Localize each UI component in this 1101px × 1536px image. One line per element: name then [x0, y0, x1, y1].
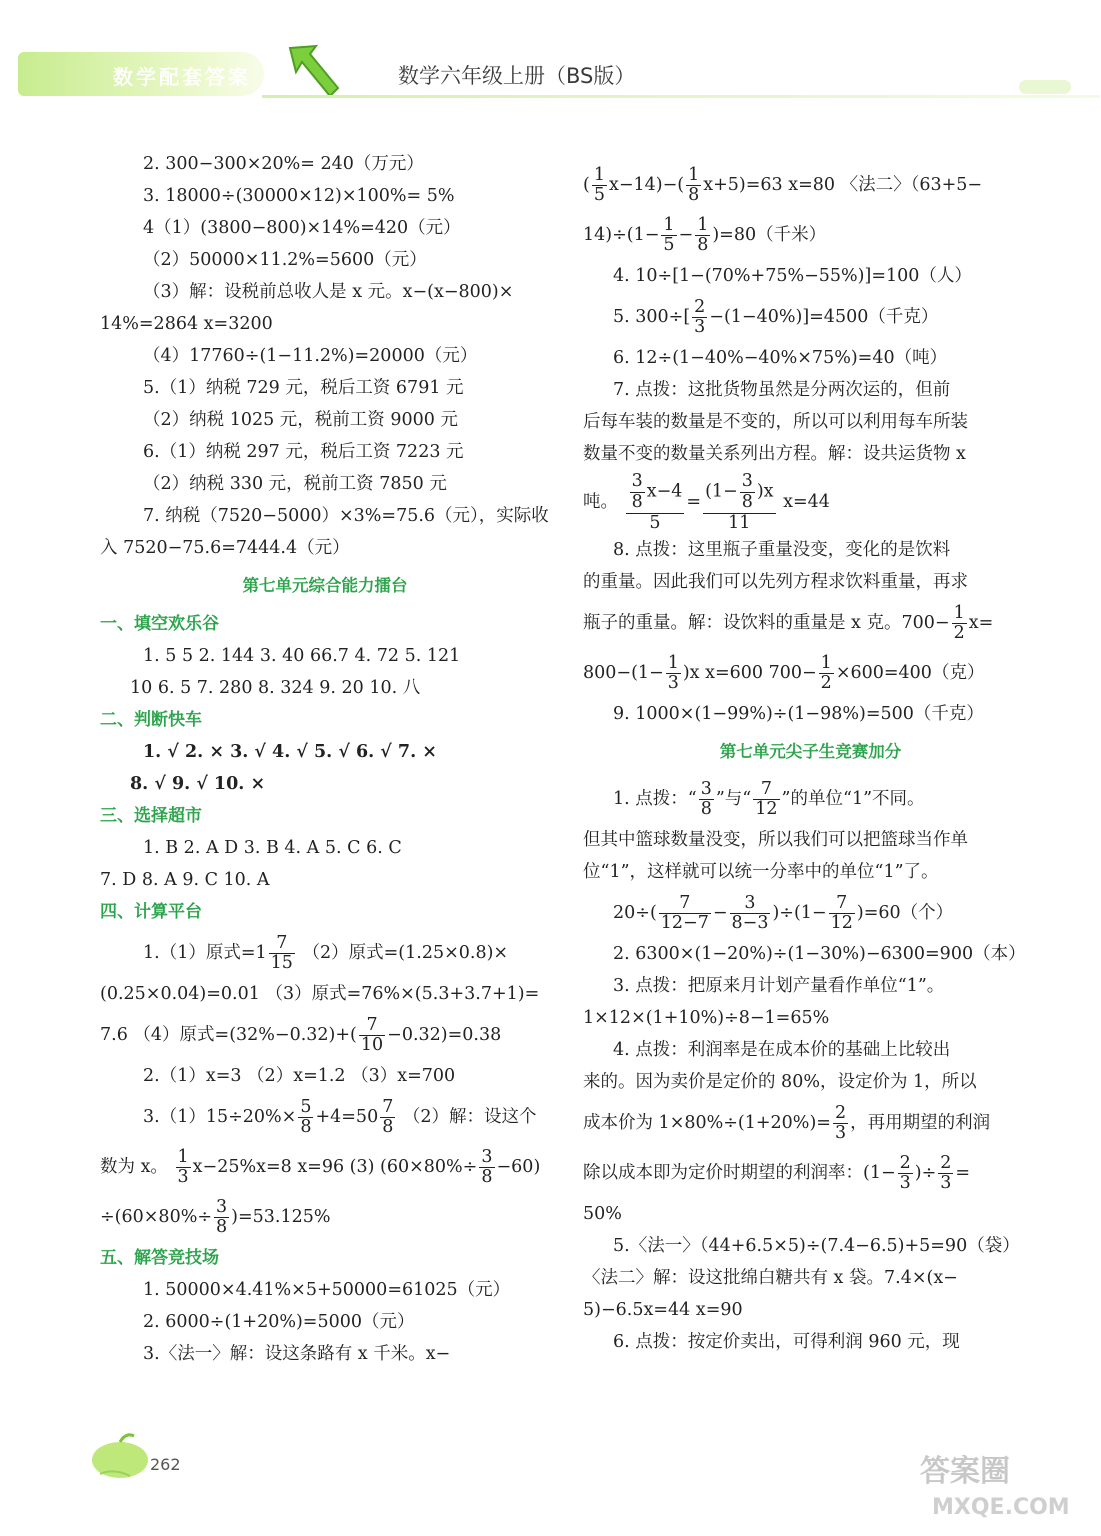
fraction: $\frac{1}{3}$ [667, 652, 679, 693]
answer-line: 3.〈法一〉解：设这条路有 x 千米。x− [143, 1344, 451, 1364]
fraction: $\frac{7}{12-7}$ [660, 892, 709, 933]
answer-line: 1×12×(1+10%)÷8−1=65% [583, 1008, 830, 1028]
answer-line: 1. √ 2. × 3. √ 4. √ 5. √ 6. √ 7. × [143, 742, 437, 762]
fraction: $\frac{3}{8}$ x−4 5 [626, 471, 685, 534]
answer-line: 4（1）(3800−800)×14%=420（元） [143, 218, 461, 238]
green-arrow-icon [286, 42, 342, 100]
answer-line: 瓶子的重量。解：设饮料的重量是 x 克。700− $\frac{1}{2}$ x= [583, 602, 994, 643]
answer-line: 50% [583, 1204, 622, 1224]
answer-line: （2）纳税 1025 元，税前工资 9000 元 [143, 410, 458, 430]
right-column [583, 160, 1038, 1358]
subsection-title-word-problems: 五、解答竞技场 [100, 1248, 219, 1268]
watermark-url: MXQE.COM [932, 1495, 1070, 1520]
answer-line: 4. 点拨：利润率是在成本价的基础上比较出 [613, 1040, 951, 1060]
answer-line: 4. 10÷[1−(70%+75%−55%)]=100（人） [613, 266, 972, 286]
answer-line: 成本价为 1×80%÷(1+20%)= $\frac{2}{3}$ ，再用期望的利润 [583, 1102, 991, 1143]
fraction: $\frac{2}{3}$ [899, 1152, 911, 1193]
subsection-title-true-false: 二、判断快车 [100, 710, 202, 730]
answer-line: (0.25×0.04)=0.01 （3）原式=76%×(5.3+3.7+1)= [100, 984, 540, 1004]
fraction: $\frac{7}{12}$ [755, 778, 778, 819]
answer-line: 14%=2864 x=3200 [100, 314, 273, 334]
answer-line: 20÷( $\frac{7}{12-7}$ − $\frac{3}{8-3}$ )÷(1− $\frac{7}{12}$ )=60（个） [613, 892, 954, 933]
fraction: $\frac{5}{8}$ [300, 1096, 312, 1137]
answer-line: 7. 纳税（7520−5000）×3%=75.6（元），实际收 [143, 506, 549, 526]
answer-line: 14)÷(1− $\frac{1}{5}$ − $\frac{1}{8}$ )=80（千米） [583, 214, 827, 255]
answer-line: 800−(1− $\frac{1}{3}$ )x x=600 700− $\frac{1}{2}$ ×600=400（克） [583, 652, 985, 693]
answer-line: 〈法二〉解：设这批绵白糖共有 x 袋。7.4×(x− [583, 1268, 958, 1288]
answer-line: 1. 点拨：“ $\frac{3}{8}$ ”与“ $\frac{7}{12}$ ”的单位“1”不同。 [613, 778, 925, 819]
answer-line: 7. D 8. A 9. C 10. A [100, 870, 270, 890]
fraction: $\frac{7}{12}$ [830, 892, 853, 933]
fraction: $\frac{2}{3}$ [940, 1152, 952, 1193]
answer-line: 1. 50000×4.41%×5+50000=61025（元） [143, 1280, 511, 1300]
answer-line: 后每车装的数量是不变的，所以可以利用每车所装 [583, 412, 968, 432]
answer-line: 7. 点拨：这批货物虽然是分两次运的，但前 [613, 380, 951, 400]
answer-line: 5)−6.5x=44 x=90 [583, 1300, 743, 1320]
header-badge [18, 52, 264, 96]
answer-line: 吨。 $\frac{3}{8}$ x−4 5 = (1− $\frac{3}{8}$ )x 11 x=44 [583, 471, 830, 534]
answer-line: 3. 点拨：把原来月计划产量看作单位“1”。 [613, 976, 945, 996]
answer-line: 6.（1）纳税 297 元，税后工资 7223 元 [143, 442, 464, 462]
answer-line: 入 7520−75.6=7444.4（元） [100, 538, 350, 558]
fraction: $\frac{2}{3}$ [694, 296, 706, 337]
fraction: $\frac{1}{5}$ [663, 214, 675, 255]
fraction: $\frac{3}{8-3}$ [731, 892, 769, 933]
page-header-title: 数学六年级上册（BS版） [398, 64, 636, 88]
fraction: (1− $\frac{3}{8}$ )x 11 [705, 471, 774, 534]
fraction: $\frac{1}{2}$ [820, 652, 832, 693]
subsection-title-calculation: 四、计算平台 [100, 902, 202, 922]
answer-line: 9. 1000×(1−99%)÷(1−98%)=500（千克） [613, 704, 984, 724]
answer-line: ( $\frac{1}{5}$ x−14)−( $\frac{1}{8}$ x+5)=63 x=80 〈法二〉（63+5− [583, 164, 983, 205]
section-title-competition: 第七单元尖子生竞赛加分 [719, 742, 902, 761]
answer-line: 2. 6000÷(1+20%)=5000（元） [143, 1312, 415, 1332]
answer-line: 6. 点拨：按定价卖出，可得利润 960 元，现 [613, 1332, 960, 1352]
watermark-logo: 答案圈 [920, 1454, 1010, 1489]
answer-line: 2. 6300×(1−20%)÷(1−30%)−6300=900（本） [613, 944, 1026, 964]
answer-line: （2）纳税 330 元，税前工资 7850 元 [143, 474, 447, 494]
answer-line: 10 6. 5 7. 280 8. 324 9. 20 10. 八 [130, 678, 421, 698]
fraction: $\frac{7}{8}$ [382, 1096, 394, 1137]
answer-line: 8. √ 9. √ 10. × [130, 774, 266, 794]
fraction: $\frac{7}{15}$ [270, 932, 293, 973]
answer-line: 但其中篮球数量没变，所以我们可以把篮球当作单 [583, 830, 968, 850]
subsection-title-multiple-choice: 三、选择超市 [100, 806, 202, 826]
fraction: $\frac{7}{10}$ [360, 1014, 384, 1055]
answer-line: 位“1”，这样就可以统一分率中的单位“1”了。 [583, 862, 939, 882]
section-title-comprehensive: 第七单元综合能力擂台 [242, 576, 408, 595]
fraction: $\frac{1}{8}$ [697, 214, 709, 255]
answer-line: （2）50000×11.2%=5600（元） [143, 250, 427, 270]
fraction: $\frac{3}{8}$ [216, 1196, 228, 1237]
answer-line: 来的。因为卖价是定价的 80%，设定价为 1，所以 [583, 1072, 977, 1092]
answer-line: 8. 点拨：这里瓶子重量没变，变化的是饮料 [613, 540, 951, 560]
answer-line: 2. 300−300×20%= 240（万元） [143, 154, 424, 174]
answer-line: 数量不变的数量关系列出方程。解：设共运货物 x [583, 444, 966, 464]
answer-line: 数为 x。 $\frac{1}{3}$ x−25%x=8 x=96 (3) (60×80%÷ $\frac{3}{8}$ −60) [100, 1146, 541, 1187]
answer-line: 3. 18000÷(30000×12)×100%= 5% [143, 186, 455, 206]
answer-line: 1. 5 5 2. 144 3. 40 66.7 4. 72 5. 121 [143, 646, 461, 666]
answer-line: 5.〈法一〉（44+6.5×5)÷(7.4−6.5)+5=90（袋） [613, 1236, 1020, 1256]
fraction: $\frac{3}{8}$ [481, 1146, 493, 1187]
fraction: $\frac{1}{5}$ [593, 164, 605, 205]
fraction: $\frac{1}{3}$ [177, 1146, 189, 1187]
left-column [100, 148, 550, 1370]
header-badge-label: 数学配套答案 [113, 65, 251, 89]
answer-line: 的重量。因此我们可以先列方程求饮料重量，再求 [583, 572, 968, 592]
answer-line: 7.6 （4）原式=(32%−0.32)+( $\frac{7}{10}$ −0.32)=0.38 [100, 1014, 502, 1055]
answer-line: 3.（1）15÷20%× $\frac{5}{8}$ +4=50 $\frac{7}{8}$ （2）解：设这个 [143, 1096, 537, 1137]
page-number: 262 [150, 1455, 181, 1474]
fraction: $\frac{1}{2}$ [953, 602, 965, 643]
answer-line: 1. B 2. A D 3. B 4. A 5. C 6. C [143, 838, 402, 858]
header-decoration [1019, 80, 1071, 94]
answer-line: ÷(60×80%÷ $\frac{3}{8}$ )=53.125% [100, 1196, 331, 1237]
answer-line: 2.（1）x=3 （2）x=1.2 （3）x=700 [143, 1066, 456, 1086]
fraction: $\frac{1}{8}$ [688, 164, 700, 205]
answer-line: （3）解：设税前总收人是 x 元。x−(x−800)× [143, 282, 514, 302]
fraction: $\frac{2}{3}$ [834, 1102, 847, 1143]
leaf-icon [90, 1430, 154, 1480]
subsection-title-fill-blank: 一、填空欢乐谷 [100, 614, 219, 634]
answer-line: 5. 300÷[ $\frac{2}{3}$ −(1−40%)]=4500（千克） [613, 296, 939, 337]
answer-line: （4）17760÷(1−11.2%)=20000（元） [143, 346, 478, 366]
header-rule [262, 95, 1100, 98]
answer-line: 5.（1）纳税 729 元，税后工资 6791 元 [143, 378, 464, 398]
answer-line: 6. 12÷(1−40%−40%×75%)=40（吨） [613, 348, 948, 368]
fraction: $\frac{3}{8}$ [700, 778, 712, 819]
answer-line: 除以成本即为定价时期望的利润率：(1− $\frac{2}{3}$ )÷ $\frac{2}{3}$ = [583, 1152, 971, 1193]
answer-line: 1.（1）原式=1 $\frac{7}{15}$ （2）原式=(1.25×0.8)× [143, 932, 509, 973]
